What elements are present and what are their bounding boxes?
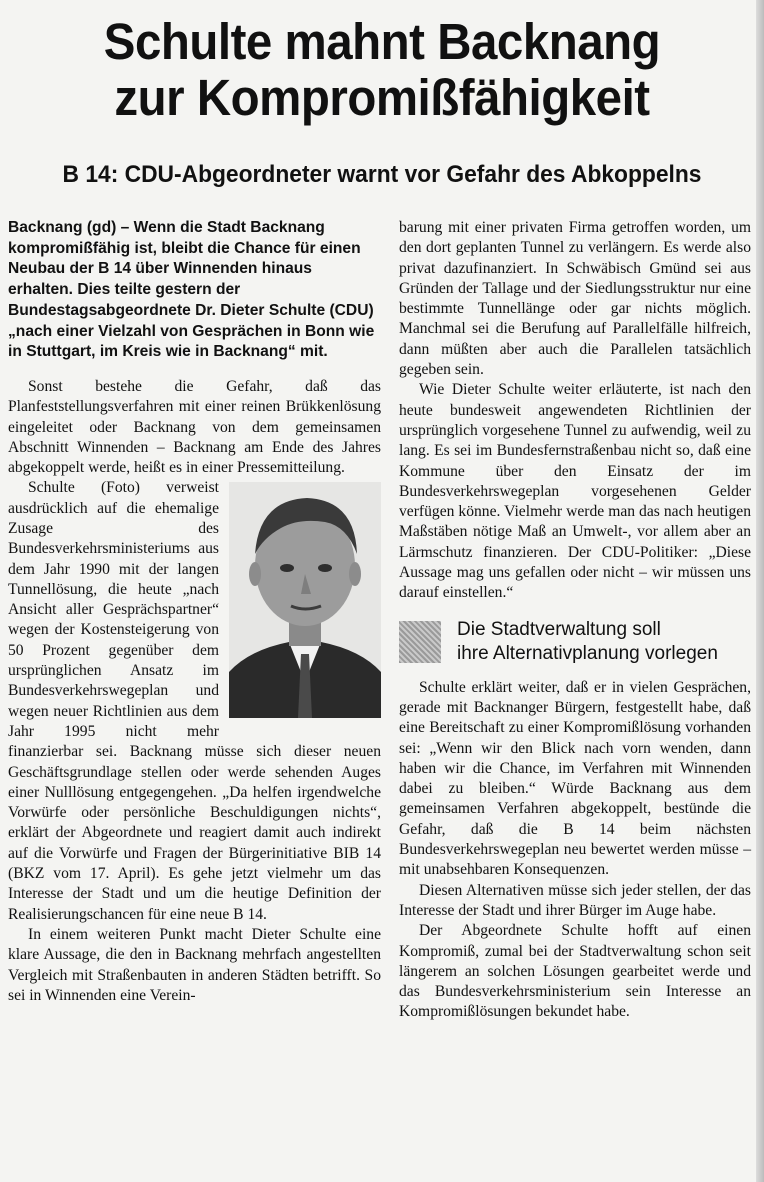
body-paragraph: Schulte (Foto) verweist ausdrücklich auf die ehemalige Zusage des Bundesverkehrsministeriums aus dem Jahr 1990 mit der langen Tunnellösung, die heute „nach Ansicht aller Gesprächspartner“ wegen der Kostensteigerung von 50 Prozent gegenüber dem ursprünglichen Ansatz im Bundesverkehrswegeplan und wegen neuer Richtlinien aus dem Jahr 1995 nicht mehr finanzierbar sei. Backnang müsse sich dieser neuen Geschäftsgrundlage stellen oder werde sehenden Auges einer Nulllösung entgegengehen. „Da helfen irgendwelche Vorwürfe oder persönliche Beschuldigungen nichts“, erklärt der Abgeordnete und reagiert damit auch indirekt auf die Vorwürfe und Fragen der Bürgerinitiative BIB 14 (BKZ vom 17. April). Es gehe jetzt vielmehr um das Interesse der Stadt und um die heutige Definition der Realisierungschancen für eine neue B 14.	[8, 479, 381, 923]
portrait-illustration	[229, 482, 381, 718]
portrait-photo	[229, 482, 381, 718]
headline-line-2: zur Kompromißfähigkeit	[114, 69, 650, 126]
left-column	[8, 218, 381, 1006]
body-paragraph: Schulte erklärt weiter, daß er in vielen Gesprächen, gerade mit Backnanger Bürgern, festgestellt habe, daß eine Bereitschaft zu einer Kompromißlösung vorhanden sei: „Wenn wir den Blick nach vorn wenden, dann haben wir die Chance, im Verfahren mit Winnenden dabei zu bleiben.“ Würde Backnang aus dem gemeinsamen Verfahren abgekoppelt, bestünde die Gefahr, daß die B 14 beim nächsten Bundesverkehrswegeplan neu bewertet werden müsse – mit unabsehbaren Konsequenzen.	[399, 678, 751, 879]
interheadline-line-1: Die Stadtverwaltung soll	[457, 618, 661, 640]
body-paragraph: In einem weiteren Punkt macht Dieter Schulte eine klare Aussage, die den in Backnang mehrfach angestellten Vergleich mit Straßenbauten in anderen Städten betrifft. So sei in Winnenden eine Verein-	[8, 925, 381, 1004]
body-paragraph: Wie Dieter Schulte weiter erläuterte, ist nach den heute bundesweit angewendeten Richtlinien der ursprünglich vorgesehene Tunnel zu aufwendig, weil zu lang. Es sei im Bundesfernstraßenbau nicht so, daß eine Kommune über den Einsatz der im Bundesverkehrswegeplan vorgesehenen Gelder verfügen könne. Vielmehr werde man das nach heutigen Maßstäben nötige Maß an Umwelt-, vor allem aber an Lärmschutz finanzieren. Der CDU-Politiker: „Diese Aussage mag uns gefallen oder nicht – wir müssen uns darauf einstellen.“	[399, 381, 751, 602]
headline-line-1: Schulte mahnt Backnang	[103, 13, 661, 70]
lead-paragraph: Backnang (gd) – Wenn die Stadt Backnang kompromißfähig ist, bleibt die Chance für einen Neubau der B 14 über Winnenden hinaus erhalten. Dies teilte gestern der Bundestagsabgeordnete Dr. Dieter Schulte (CDU) „nach einer Vielzahl von Gesprächen in Bonn wie in Stuttgart, im Kreis wie in Backnang“ mit.	[8, 219, 375, 361]
interheadline-box-icon	[399, 621, 441, 663]
interheadline	[399, 618, 751, 666]
interheadline-line-2: ihre Alternativplanung vorlegen	[457, 642, 718, 664]
body-paragraph: Sonst bestehe die Gefahr, daß das Planfeststellungsverfahren mit einer reinen Brükkenlösung eingeleitet oder Backnang von dem gemeinsamen Abschnitt Winnenden – Backnang am Ende des Jahres abgekoppelt werde, heißt es in einer Pressemitteilung.	[8, 377, 381, 477]
body-paragraph: Diesen Alternativen müsse sich jeder stellen, der das Interesse der Stadt und ihrer Bürger im Auge habe.	[399, 881, 751, 919]
body-paragraph: Der Abgeordnete Schulte hofft auf einen Kompromiß, zumal bei der Stadtverwaltung schon seit längerem an solchen Lösungen gearbeitet werde und das Bundesverkehrsministerium sein Interesse an Kompromißlösungen bekundet habe.	[399, 922, 751, 1021]
subheadline: B 14: CDU-Abgeordneter warnt vor Gefahr des Abkoppelns	[62, 161, 702, 188]
right-column	[399, 218, 751, 1023]
body-paragraph: barung mit einer privaten Firma getroffen worden, um den dort geplanten Tunnel zu verlängern. Es werde also privat dazufinanziert. In Schwäbisch Gmünd sei aus Gründen der Tallage und der Siedlungsstruktur nur eine bestimmte Tunnellänge oder gar nichts möglich. Manchmal sei die Berufung auf Parallelfälle hilfreich, dann müßten aber auch die Parallelen tatsächlich gegeben sein.	[399, 219, 751, 379]
headline	[36, 14, 728, 126]
adjacent-page-edge	[756, 0, 764, 1182]
